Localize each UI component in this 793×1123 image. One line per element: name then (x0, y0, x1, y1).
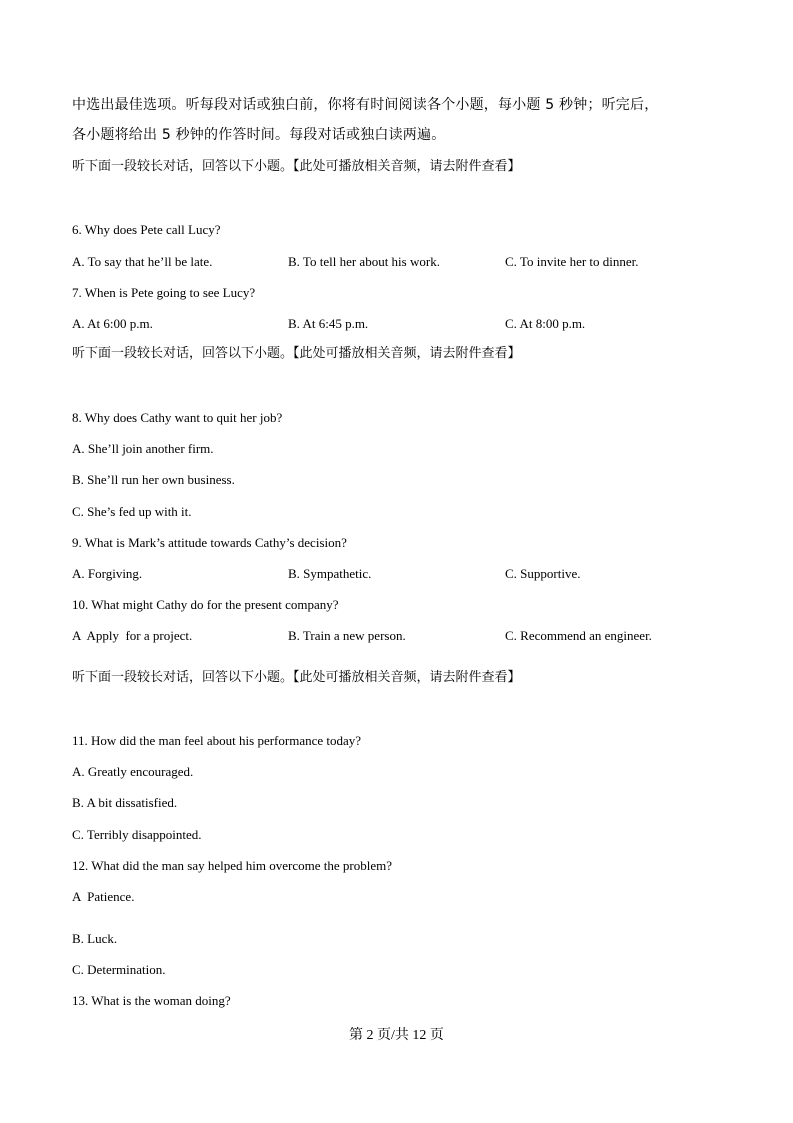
option-b: B. She’ll run her own business. (72, 472, 235, 487)
option-a: A. At 6:00 p.m. (72, 316, 153, 331)
section-instruction: 听下面一段较长对话，回答以下小题。【此处可播放相关音频，请去附件查看】 (72, 670, 521, 685)
option-c: C. Supportive. (505, 566, 581, 581)
section-instruction: 听下面一段较长对话，回答以下小题。【此处可播放相关音频，请去附件查看】 (72, 159, 521, 174)
question-stem: 6. Why does Pete call Lucy? (72, 222, 221, 237)
question-stem: 9. What is Mark’s attitude towards Cathy’s decision? (72, 535, 347, 550)
question-stem: 7. When is Pete going to see Lucy? (72, 285, 256, 300)
option-c: C. Determination. (72, 962, 166, 977)
option-c: C. Recommend an engineer. (505, 628, 652, 643)
question-stem: 13. What is the woman doing? (72, 993, 231, 1008)
option-b: B. Train a new person. (288, 628, 406, 643)
option-b: B. Luck. (72, 931, 118, 946)
option-c: C. At 8:00 p.m. (505, 316, 586, 331)
option-a: A. She’ll join another firm. (72, 441, 214, 456)
option-c: C. Terribly disappointed. (72, 827, 202, 842)
option-a: A. Forgiving. (72, 566, 143, 581)
option-a: A Patience. (72, 889, 135, 904)
question-stem: 12. What did the man say helped him overcome the problem? (72, 858, 392, 873)
page-number: 第 2 页/共 12 页 (349, 1028, 444, 1043)
option-a: A Apply for a project. (72, 628, 193, 643)
option-a: A. To say that he’ll be late. (72, 254, 213, 269)
intro-line-2: 各小题将给出 5 秒钟的作答时间。每段对话或独白读两遍。 (72, 127, 446, 143)
option-c: C. To invite her to dinner. (505, 254, 639, 269)
option-b: B. At 6:45 p.m. (288, 316, 369, 331)
question-stem: 8. Why does Cathy want to quit her job? (72, 410, 283, 425)
option-b: B. Sympathetic. (288, 566, 372, 581)
option-b: B. A bit dissatisfied. (72, 795, 178, 810)
intro-line-1: 中选出最佳选项。听每段对话或独白前，你将有时间阅读各个小题，每小题 5 秒钟；听完后， (72, 97, 659, 113)
option-c: C. She’s fed up with it. (72, 504, 192, 519)
option-a: A. Greatly encouraged. (72, 764, 194, 779)
question-stem: 11. How did the man feel about his performance today? (72, 733, 362, 748)
section-instruction: 听下面一段较长对话，回答以下小题。【此处可播放相关音频，请去附件查看】 (72, 346, 521, 361)
option-b: B. To tell her about his work. (288, 254, 440, 269)
question-stem: 10. What might Cathy do for the present company? (72, 597, 339, 612)
